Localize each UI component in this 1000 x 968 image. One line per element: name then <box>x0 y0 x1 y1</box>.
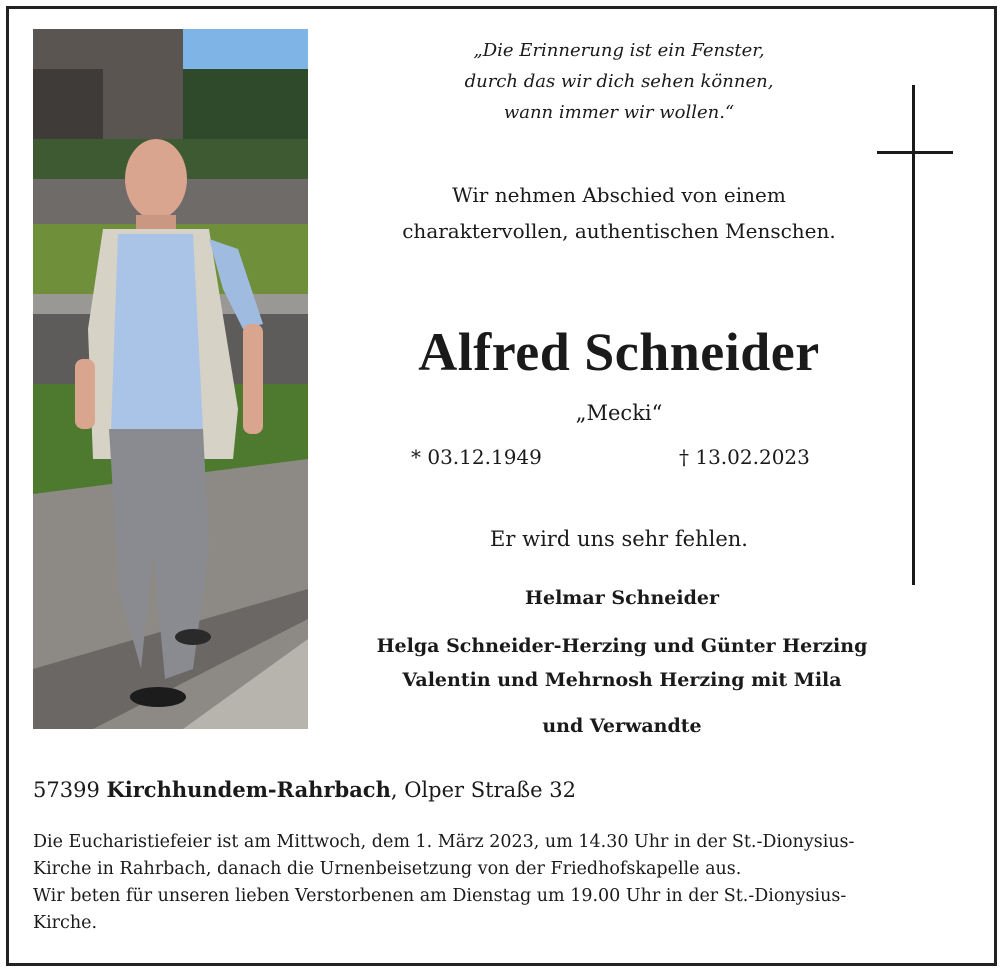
obituary-notice <box>6 6 997 966</box>
street: , Olper Straße 32 <box>390 778 576 802</box>
closing-line: Er wird uns sehr fehlen. <box>490 527 748 551</box>
quote <box>339 35 899 128</box>
birth-date: * 03.12.1949 <box>411 445 542 469</box>
address <box>33 777 576 802</box>
death-date: † 13.02.2023 <box>679 445 810 469</box>
family-member: Helmar Schneider <box>525 587 719 609</box>
quote-line: wann immer wir wollen.“ <box>503 102 735 123</box>
nickname: „Mecki“ <box>575 401 663 425</box>
place-name: Kirchhundem-Rahrbach <box>106 777 391 802</box>
family-member: und Verwandte <box>542 715 702 737</box>
service-line: Wir beten für unseren lieben Verstorbenen am Dienstag um 19.00 Uhr in der St.-Dionysius- <box>33 886 847 906</box>
service-line: Kirche. <box>33 913 98 933</box>
farewell-text <box>339 177 899 249</box>
family-member: Valentin und Mehrnosh Herzing mit Mila <box>402 669 842 691</box>
zip-code: 57399 <box>33 778 100 802</box>
service-line: Die Eucharistiefeier ist am Mittwoch, dem 1. März 2023, um 14.30 Uhr in der St.-Dionysius- <box>33 832 855 852</box>
family-member: Helga Schneider-Herzing und Günter Herzing <box>376 635 868 657</box>
service-line: Kirche in Rahrbach, danach die Urnenbeisetzung von der Friedhofskapelle aus. <box>33 859 742 879</box>
farewell-line: charaktervollen, authentischen Menschen. <box>402 219 836 243</box>
quote-line: „Die Erinnerung ist ein Fenster, <box>473 40 765 61</box>
farewell-line: Wir nehmen Abschied von einem <box>452 183 786 207</box>
cross-icon <box>877 85 953 585</box>
portrait-photo <box>33 29 308 729</box>
quote-line: durch das wir dich sehen können, <box>464 71 774 92</box>
service-info <box>33 829 983 937</box>
deceased-name: Alfred Schneider <box>418 322 820 382</box>
